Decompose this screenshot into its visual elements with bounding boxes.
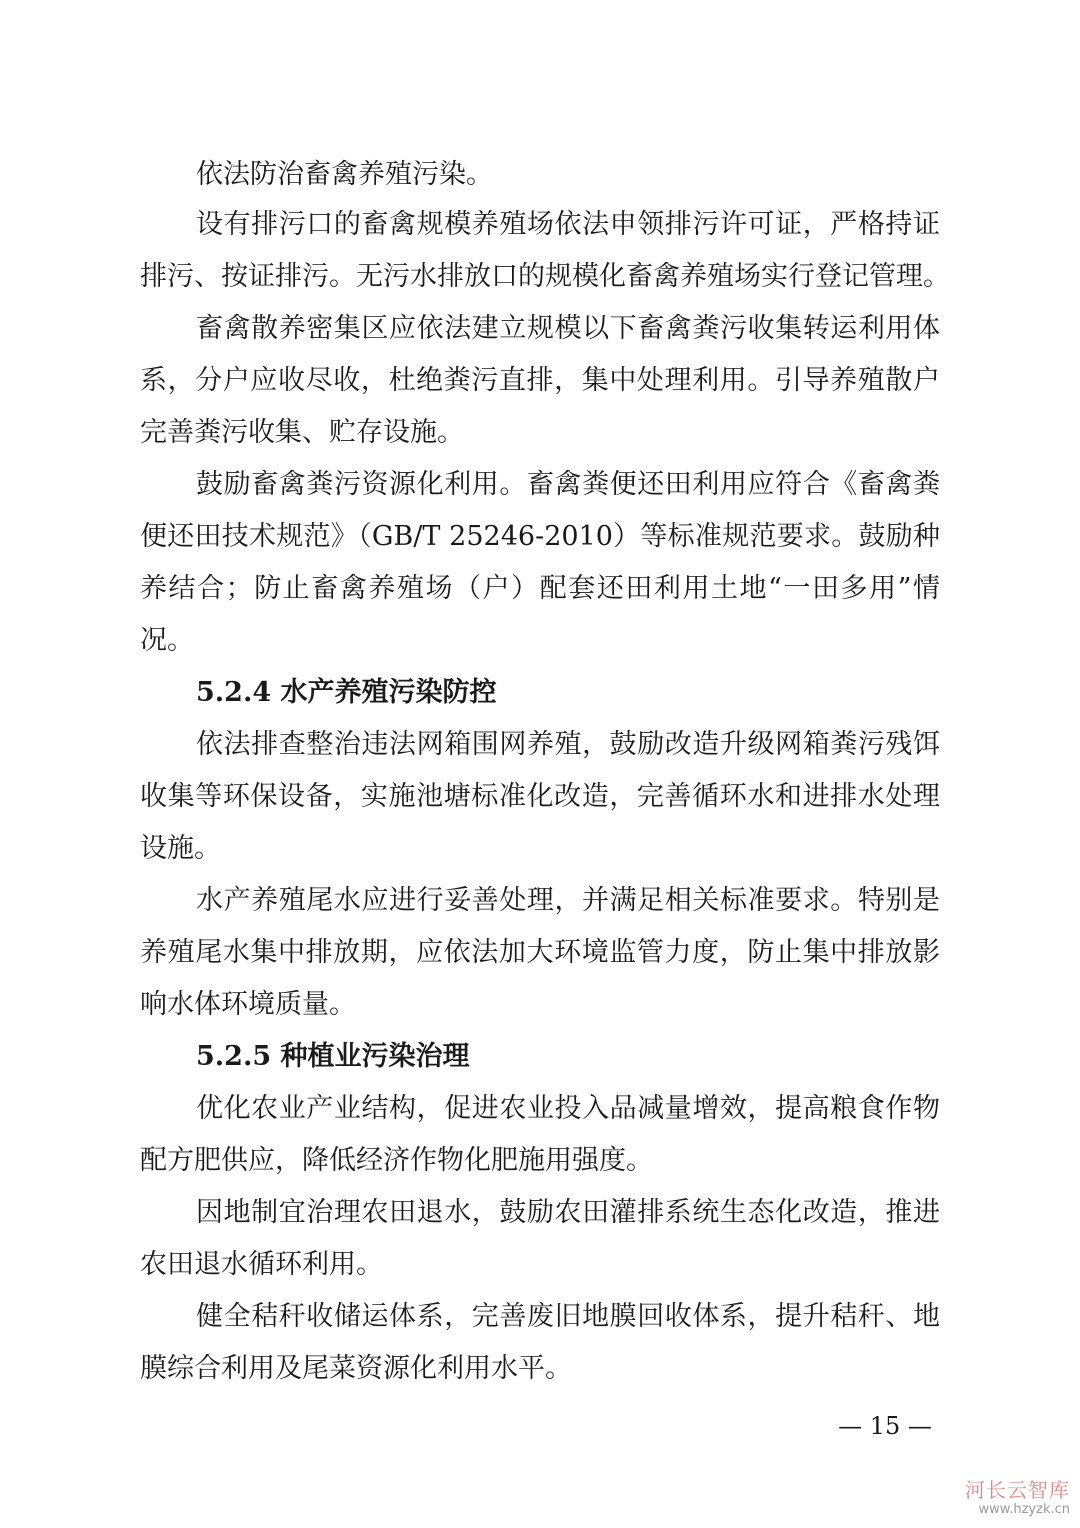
- watermark-brand: 河长云智库: [965, 1478, 1070, 1502]
- paragraph-line: 排污、按证排污。无污水排放口的规模化畜禽养殖场实行登记管理。: [140, 261, 950, 292]
- paragraph-line: 水产养殖尾水应进行妥善处理，并满足相关标准要求。特别是: [196, 885, 940, 916]
- section-heading-5-2-4: 5.2.4 水产养殖污染防控: [196, 677, 497, 708]
- paragraph-line: 依法防治畜禽养殖污染。: [196, 159, 493, 190]
- paragraph-line: 完善粪污收集、贮存设施。: [140, 417, 464, 448]
- watermark-url: www.hzyzk.cn: [978, 1502, 1070, 1517]
- paragraph-line: 农田退水循环利用。: [140, 1249, 383, 1280]
- paragraph-line: 养殖尾水集中排放期，应依法加大环境监管力度，防止集中排放影: [140, 937, 940, 968]
- paragraph-line: 收集等环保设备，实施池塘标准化改造，完善循环水和进排水处理: [140, 781, 940, 812]
- paragraph-line: 养结合；防止畜禽养殖场（户）配套还田利用土地“一田多用”情: [140, 573, 940, 604]
- paragraph-line: 因地制宜治理农田退水，鼓励农田灌排系统生态化改造，推进: [196, 1197, 940, 1228]
- paragraph-line: 依法排查整治违法网箱围网养殖，鼓励改造升级网箱粪污残饵: [196, 729, 940, 760]
- paragraph-line: 设有排污口的畜禽规模养殖场依法申领排污许可证，严格持证: [196, 209, 940, 240]
- paragraph-line: 响水体环境质量。: [140, 989, 356, 1020]
- paragraph-line: 系，分户应收尽收，杜绝粪污直排，集中处理利用。引导养殖散户: [140, 365, 940, 396]
- page-number: — 15 —: [838, 1412, 932, 1440]
- paragraph-line: 便还田技术规范》（GB/T 25246-2010）等标准规范要求。鼓励种: [140, 521, 940, 552]
- paragraph-line: 畜禽散养密集区应依法建立规模以下畜禽粪污收集转运利用体: [196, 313, 940, 344]
- section-heading-5-2-5: 5.2.5 种植业污染治理: [196, 1041, 470, 1072]
- paragraph-line: 设施。: [140, 833, 221, 864]
- paragraph-line: 优化农业产业结构，促进农业投入品减量增效，提高粮食作物: [196, 1093, 940, 1124]
- paragraph-line: 鼓励畜禽粪污资源化利用。畜禽粪便还田利用应符合《畜禽粪: [196, 469, 940, 500]
- paragraph-line: 膜综合利用及尾菜资源化利用水平。: [140, 1353, 572, 1384]
- paragraph-line: 健全秸秆收储运体系，完善废旧地膜回收体系，提升秸秆、地: [196, 1301, 940, 1332]
- paragraph-line: 况。: [140, 625, 194, 656]
- watermark: [965, 1478, 1070, 1518]
- paragraph-line: 配方肥供应，降低经济作物化肥施用强度。: [140, 1145, 653, 1176]
